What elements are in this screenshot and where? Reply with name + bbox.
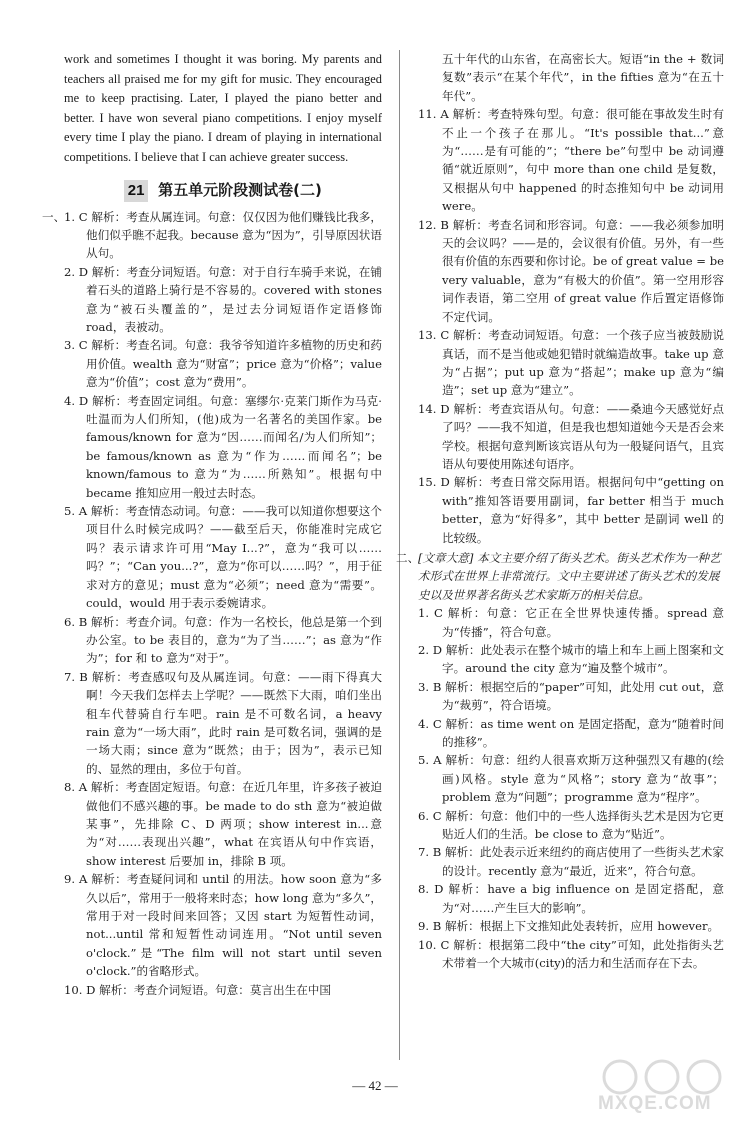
answer-item: 10. D 解析：考查介词短语。句意：莫言出生在中国 — [64, 982, 331, 997]
answer-item-continuation: 五十年代的山东省，在高密长大。短语“in the + 数词复数”表示“在某个年代”，in the fifties 意为“在五十年代”。 — [442, 52, 724, 103]
watermark-text: MXQE.COM — [598, 1093, 712, 1114]
answer-item: 4. D 解析：考查固定词组。句意：塞缪尔·克莱门斯作为马克·吐温而为人们所知，(他)成为一名著名的美国作家。be famous/known for 意为“因……而闻名/为人们所知”；be famous/known as 意为“作为……而闻名”；be known/famous to 意为“为……所熟知”。根据句中 became 推知应用一般过去时态。 — [64, 393, 382, 500]
answer-item: 3. B 解析：根据空后的“paper”可知，此处用 cut out，意为“裁剪”，符合语境。 — [418, 679, 724, 713]
section-two-label: 二、 — [396, 550, 420, 565]
answer-item: 3. C 解析：考查名词。句意：我爷爷知道许多植物的历史和药用价值。wealth 意为“财富”；price 意为“价格”；value 意为“价值”；cost 意为“费用”。 — [64, 338, 382, 390]
section-two — [396, 549, 724, 972]
answer-item: 9. B 解析：根据上下文推知此处表转折，应用 however。 — [418, 919, 720, 934]
answer-item: 1. C 解析：考查从属连词。句意：仅仅因为他们赚钱比我多，他们似乎瞧不起我。because 意为“因为”，引导原因状语从句。 — [64, 209, 382, 261]
right-column — [396, 50, 724, 972]
answer-item: 14. D 解析：考查宾语从句。句意：——桑迪今天感觉好点了吗？——我不知道，但是我也想知道她今天是否会来学校。根据句意判断该宾语从句为一般疑问语气，且宾语从句要使用陈述句语序。 — [418, 401, 724, 471]
answer-item: 7. B 解析：此处表示近来纽约的商店使用了一些街头艺术家的设计。recently 意为“最近，近来”，符合句意。 — [418, 845, 724, 878]
answer-item: 15. D 解析：考查日常交际用语。根据问句中“getting on with”推知答语要用副词，far better 相当于 much better，意为“好得多”，其中 better 是副词 well 的比较级。 — [418, 475, 724, 545]
answer-item: 4. C 解析：as time went on 是固定搭配，意为“随着时间的推移”。 — [418, 716, 724, 750]
site-watermark — [592, 1055, 732, 1125]
left-column — [42, 50, 382, 999]
section-one-label: 一、 — [42, 209, 66, 224]
article-summary: [文章大意] 本文主要介绍了街头艺术。街头艺术作为一种艺术形式在世界上非常流行。文中主要讲述了街头艺术的发展史以及世界著名街头艺术家斯万的相关信息。 — [418, 550, 721, 602]
answer-item: 10. C 解析：根据第二段中“the city”可知，此处指街头艺术带着一个大城市(city)的活力和生活而存在下去。 — [418, 937, 724, 970]
answer-item: 7. B 解析：考查感叹句及从属连词。句意：——雨下得真大啊！今天我们怎样去上学呢？——既然下大雨，咱们坐出租车代替骑自行车吧。rain 是不可数名词，a heavy rain 意为“一场大雨”，此时 rain 是可数名词，强调的是一场大雨；since 意为“既然；由于；因为”，表示已知的、显然的理由，多位于句首。 — [64, 669, 382, 776]
unit-title: 第五单元阶段测试卷(二) — [158, 181, 322, 200]
answer-item: 1. C 解析：句意：它正在全世界快速传播。spread 意为“传播”，符合句意。 — [418, 606, 724, 639]
answer-item: 8. A 解析：考查固定短语。句意：在近几年里，许多孩子被迫做他们不感兴趣的事。be made to do sth 意为“被迫做某事”，先排除 C、D 两项；show interest in...意为“对……表现出兴趣”，what 在宾语从句中作宾语，show interest 后要加 in，排除 B 项。 — [64, 780, 382, 868]
answer-item: 6. C 解析：句意：他们中的一些人选择街头艺术是因为它更贴近人们的生活。be close to 意为“贴近”。 — [418, 808, 724, 842]
page-number: — 42 — — [352, 1078, 398, 1093]
unit-heading — [64, 180, 382, 202]
answer-item: 2. D 解析：此处表示在整个城市的墙上和车上画上图案和文字。around the city 意为“遍及整个城市”。 — [418, 643, 724, 676]
answer-item: 12. B 解析：考查名词和形容词。句意：——我必须参加明天的会议吗？——是的，会议很有价值。另外，有一些很有价值的东西要和你讨论。be of great value = be very valuable，意为“有极大的价值”。第一空用形容词作表语，第二空用 of great value 作后置定语修饰不定代词。 — [418, 217, 724, 324]
answer-item: 8. D 解析：have a big influence on 是固定搭配，意为“对……产生巨大的影响”。 — [418, 882, 724, 915]
unit-number-badge: 21 — [124, 180, 148, 202]
answer-item: 13. C 解析：考查动词短语。句意：一个孩子应当被鼓励说真话，而不是当他或她犯错时就编造故事。take up 意为“占据”；put up 意为“搭起”；make up 意为“编造”；set up 意为“建立”。 — [418, 328, 724, 398]
section-one — [42, 208, 382, 999]
answer-item: 9. A 解析：考查疑问词和 until 的用法。how soon 意为“多久以后”，常用于一般将来时态；how long 意为“多久”，常用于对一段时间来回答；又因 start 为短暂性动词，not...until 常和短暂性动词连用。“Not until seven o'clock.”是“The film will not start until seven o'clock.”的省略形式。 — [64, 872, 382, 979]
answer-item: 2. D 解析：考查分词短语。句意：对于自行车骑手来说，在铺着石头的道路上骑行是不容易的。covered with stones 意为“被石头覆盖的”，是过去分词短语作定语修饰 road，表被动。 — [64, 264, 382, 334]
intro-paragraph: work and sometimes I thought it was boring. My parents and teachers all praised me for my gift for music. They encouraged me to keep practising. Later, I played the piano better and better. I have won several piano competitions. I enjoy myself every time I play the piano. I dream of playing in international competitions. I believe that I can achieve greater success. — [64, 52, 382, 164]
answer-item: 11. A 解析：考查特殊句型。句意：很可能在事故发生时有不止一个孩子在那儿。“It's possible that...”意为“……是有可能的”；“there be”句型中 be 动词遵循“就近原则”，句中 more than one child 是复数，又根据从句中 happened 的时态推知句中 be 动词用 were。 — [418, 107, 724, 214]
answer-item: 5. A 解析：句意：纽约人很喜欢斯万这种强烈又有趣的(绘画)风格。style 意为“风格”；story 意为“故事”；problem 意为“问题”；programme 意为“程序”。 — [418, 753, 724, 805]
answer-item: 5. A 解析：考查情态动词。句意：——我可以知道你想要这个项目什么时候完成吗？——截至后天，你能准时完成它吗？表示请求许可用“May I...?”，意为“我可以……吗？”；“Can you...?”，意为“你可以……吗？”，用于征求对方的意见；must 意为“必须”；need 意为“需要”。could，would 用于表示委婉请求。 — [64, 504, 382, 611]
answer-item: 6. B 解析：考查介词。句意：作为一名校长，他总是第一个到办公室。to be 表目的，意为“为了当……”；as 意为“作为”；for 和 to 意为“对于”。 — [64, 614, 382, 666]
